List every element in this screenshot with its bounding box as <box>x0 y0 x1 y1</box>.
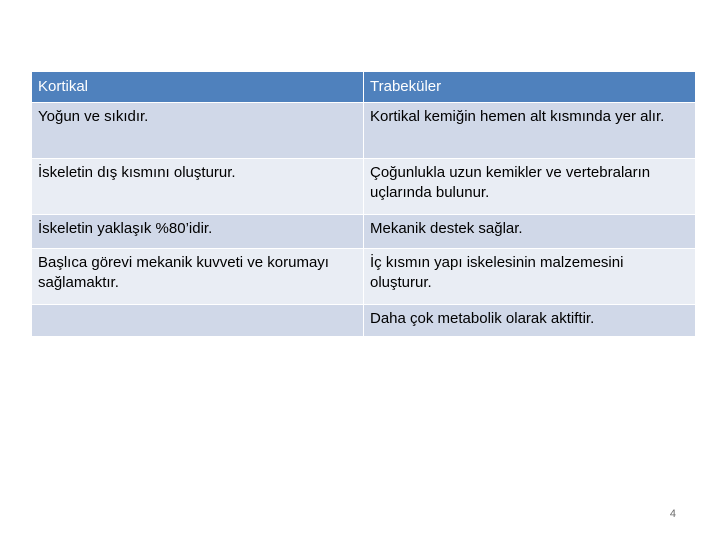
table-cell: Kortikal kemiğin hemen alt kısmında yer alır. <box>364 103 696 159</box>
header-trabekuler: Trabeküler <box>364 72 696 103</box>
header-kortikal: Kortikal <box>32 72 364 103</box>
comparison-table <box>31 71 696 337</box>
table-cell: Yoğun ve sıkıdır. <box>32 103 364 159</box>
table-cell: İskeletin yaklaşık %80’idir. <box>32 215 364 249</box>
table-row <box>32 103 696 159</box>
table-cell: Mekanik destek sağlar. <box>364 215 696 249</box>
table-cell: Daha çok metabolik olarak aktiftir. <box>364 305 696 337</box>
table-row <box>32 215 696 249</box>
table-row <box>32 159 696 215</box>
table-cell <box>32 305 364 337</box>
table-row <box>32 249 696 305</box>
table-cell: Çoğunlukla uzun kemikler ve vertebraların uçlarında bulunur. <box>364 159 696 215</box>
table-row <box>32 305 696 337</box>
table-header-row <box>32 72 696 103</box>
page-number: 4 <box>669 508 676 520</box>
table-cell: İskeletin dış kısmını oluşturur. <box>32 159 364 215</box>
table-cell: Başlıca görevi mekanik kuvveti ve korumayı sağlamaktır. <box>32 249 364 305</box>
table-cell: İç kısmın yapı iskelesinin malzemesini oluşturur. <box>364 249 696 305</box>
